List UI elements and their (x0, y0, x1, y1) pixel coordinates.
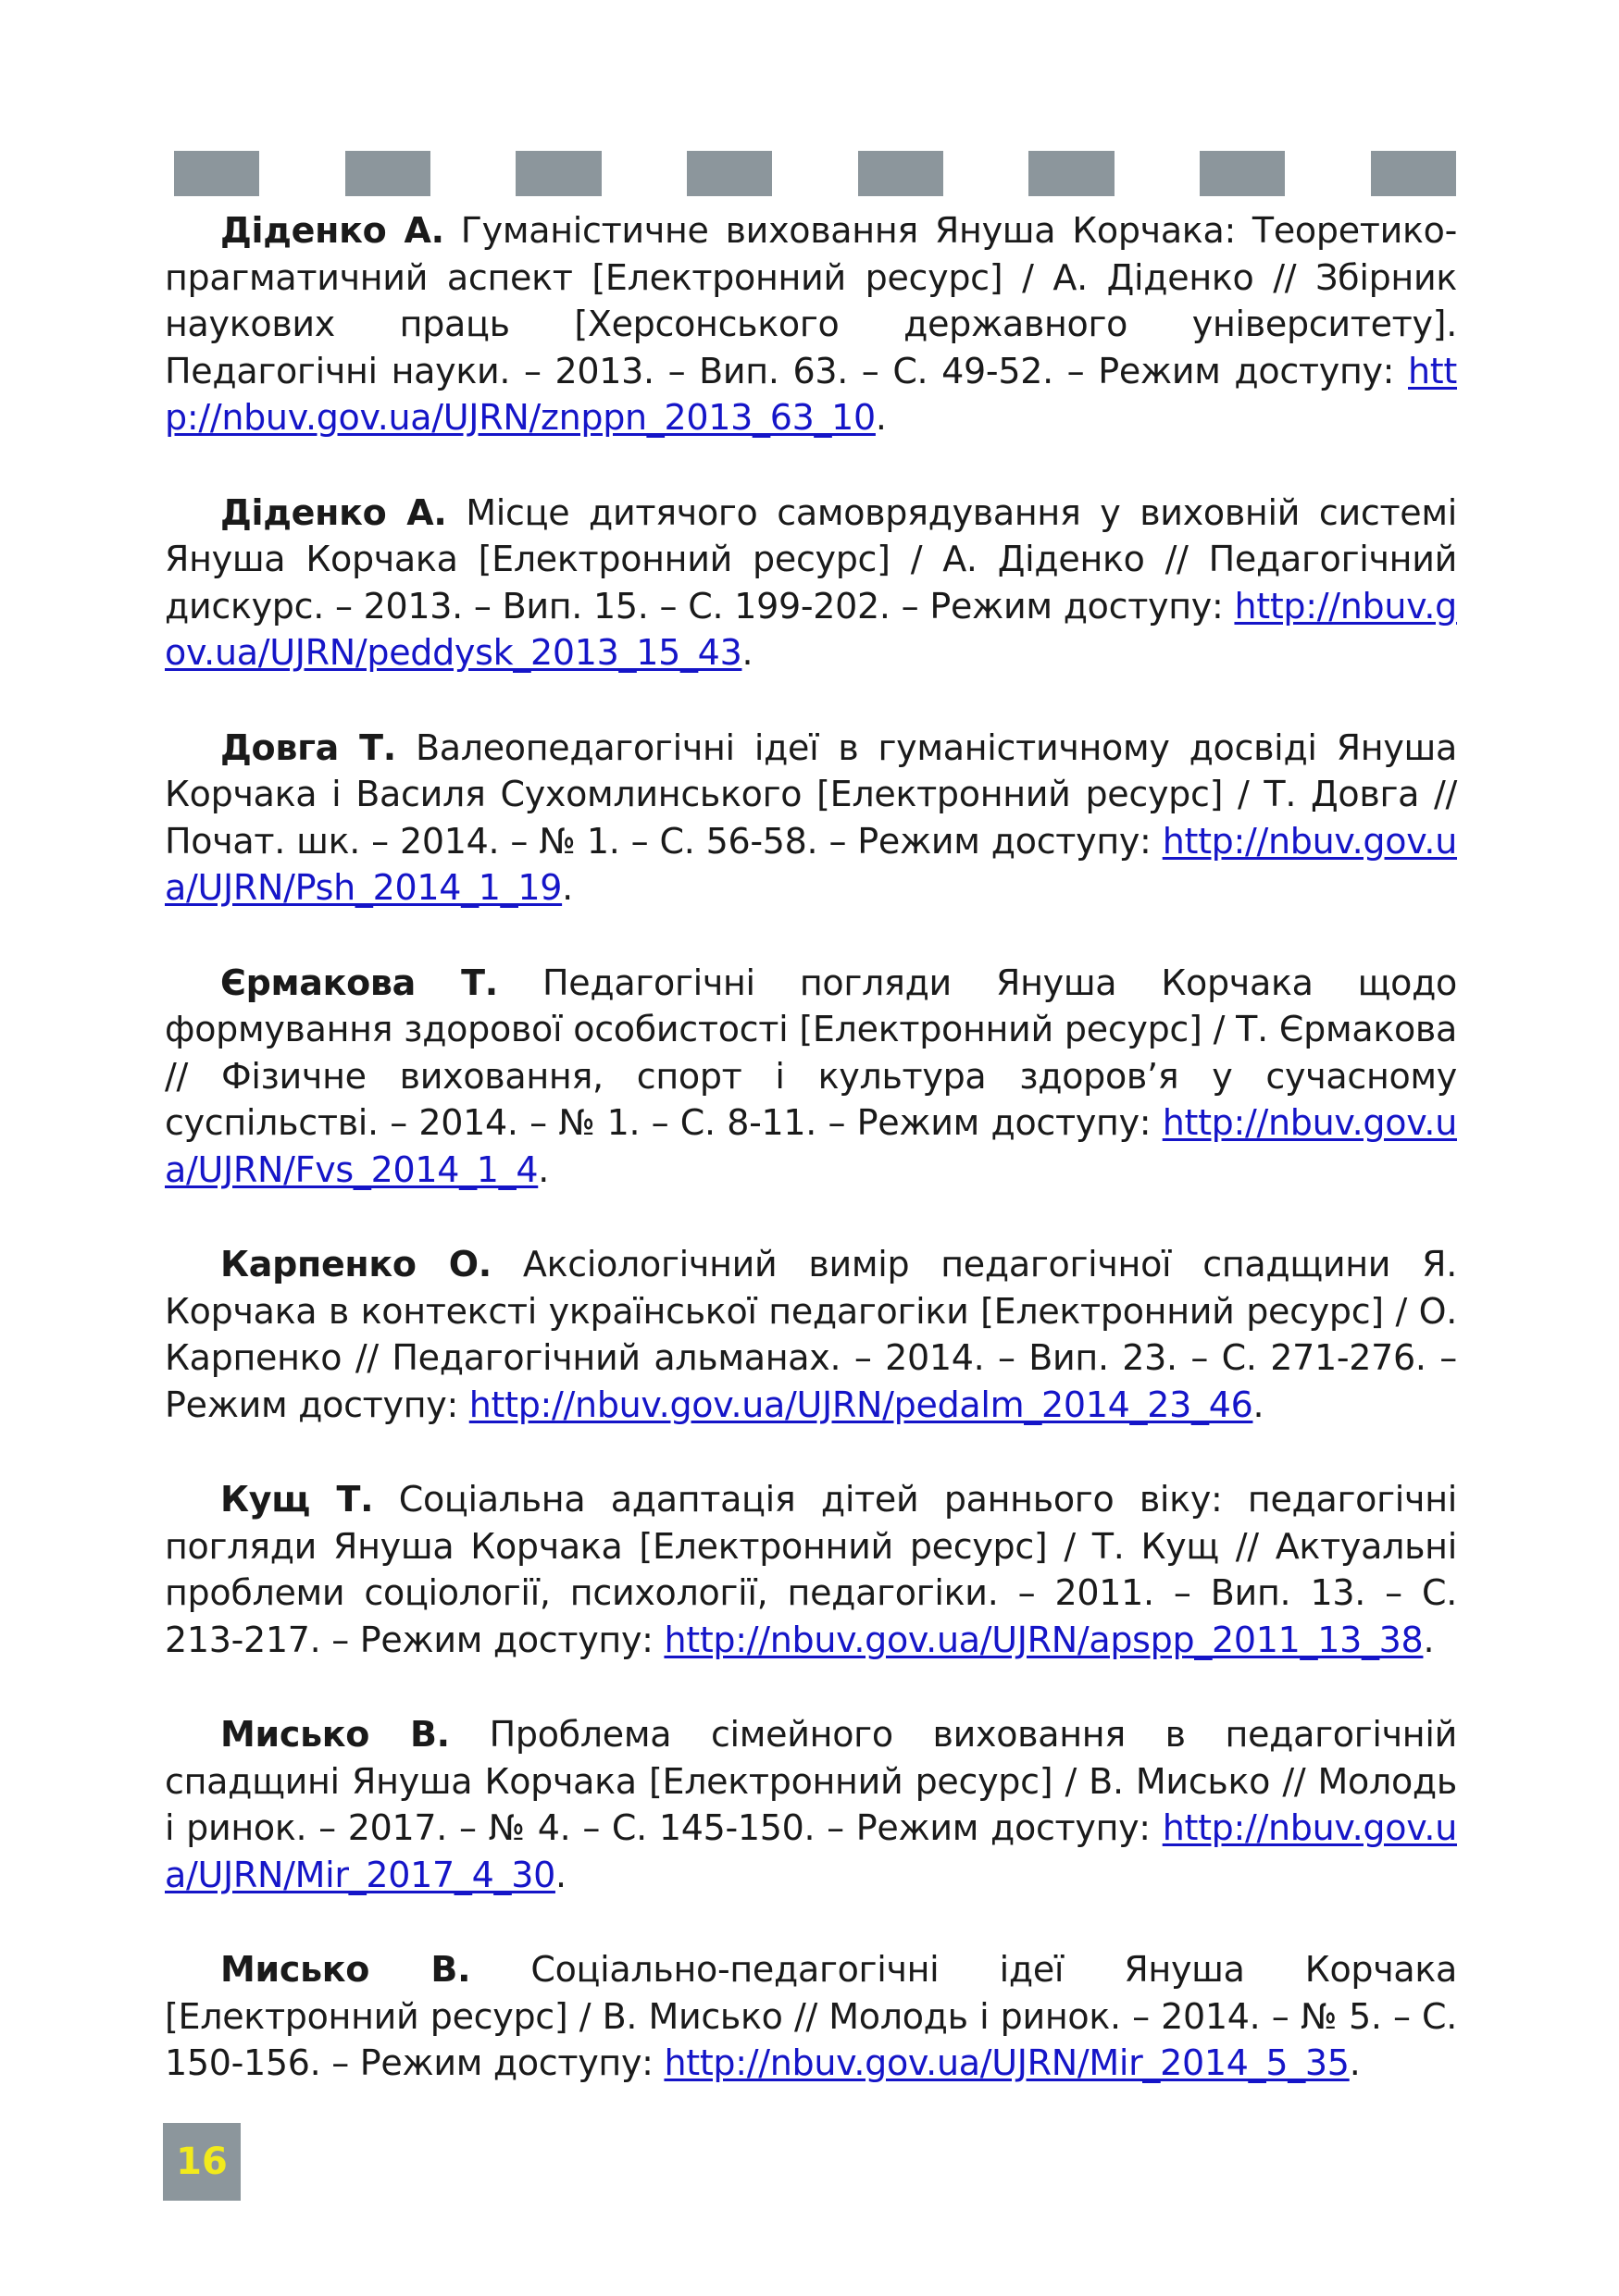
entry-text: Соціально-педагогічні ідеї Януша Корчака [Електронний ресурс] / В. Мисько // Молодь і ринок. – 2014. – № 5. – С. 150-156. – Режим доступу: (165, 1949, 1457, 2083)
header-band-segment (1285, 151, 1370, 196)
bibliography-entry (165, 1946, 1457, 2087)
entry-text: Педагогічні погляди Януша Корчака щодо формування здорової особистості [Електронний ресурс] / Т. Єрмакова // Фізичне виховання, спорт і культура здоров’я у сучасному суспільстві. – 2014. – № 1. – С. 8-11. – Режим доступу: (165, 962, 1457, 1143)
header-band-segment (174, 151, 259, 196)
entry-author: Єрмакова Т. (220, 962, 498, 1003)
entry-end: . (1423, 1619, 1435, 1660)
entry-link[interactable]: http://nbuv.gov.ua/UJRN/znppn_2013_63_10 (165, 350, 1457, 438)
header-band-segment (345, 151, 430, 196)
entry-end: . (741, 632, 753, 673)
entry-link[interactable]: http://nbuv.gov.ua/UJRN/apspp_2011_13_38 (664, 1619, 1424, 1660)
entry-link[interactable]: http://nbuv.gov.ua/UJRN/Mir_2017_4_30 (165, 1807, 1457, 1895)
header-band-segment (516, 151, 601, 196)
header-band-segment (858, 151, 943, 196)
bibliography-list (165, 207, 1457, 2135)
header-band (174, 151, 1456, 196)
entry-text: Проблема сімейного виховання в педагогічній спадщині Януша Корчака [Електронний ресурс] / В. Мисько // Молодь і ринок. – 2017. – № 4. – С. 145-150. – Режим доступу: (165, 1714, 1457, 1848)
entry-author: Мисько В. (220, 1714, 450, 1755)
entry-text: Валеопедагогічні ідеї в гуманістичному досвіді Януша Корчака і Василя Сухомлинського [Електронний ресурс] / Т. Довга // Почат. шк. – 2014. – № 1. – С. 56-58. – Режим доступу: (165, 726, 1457, 862)
entry-end: . (554, 1854, 567, 1895)
header-band-segment (1371, 151, 1456, 196)
entry-end: . (875, 397, 887, 438)
entry-link[interactable]: http://nbuv.gov.ua/UJRN/Mir_2014_5_35 (664, 2042, 1350, 2083)
entry-end: . (538, 1148, 550, 1190)
entry-link[interactable]: http://nbuv.gov.ua/UJRN/peddysk_2013_15_43 (165, 585, 1457, 673)
entry-author: Карпенко О. (220, 1244, 492, 1285)
bibliography-entry (165, 725, 1457, 912)
entry-end: . (1252, 1384, 1264, 1425)
entry-author: Мисько В. (220, 1949, 471, 1990)
entry-author: Кущ Т. (220, 1479, 374, 1520)
entry-text: Місце дитячого самоврядування у виховній системі Януша Корчака [Електронний ресурс] / А. Діденко // Педагогічний дискурс. – 2013. – Вип. 15. – С. 199-202. – Режим доступу: (165, 491, 1458, 627)
entry-link[interactable]: http://nbuv.gov.ua/UJRN/pedalm_2014_23_46 (468, 1384, 1253, 1425)
bibliography-entry (165, 490, 1457, 676)
bibliography-entry (165, 1476, 1457, 1663)
header-band-segment (430, 151, 516, 196)
entry-text: Соціальна адаптація дітей раннього віку: педагогічні погляди Януша Корчака [Електронний ресурс] / Т. Кущ // Актуальні проблеми соціології, психології, педагогіки. – 2011. – Вип. 13. – С. 213-217. – Режим доступу: (165, 1479, 1458, 1660)
entry-end: . (1349, 2042, 1361, 2083)
entry-author: Діденко А. (220, 210, 444, 251)
entry-author: Довга Т. (220, 726, 396, 768)
entry-text: Гуманістичне виховання Януша Корчака: Теоретико-прагматичний аспект [Електронний ресурс] / А. Діденко // Збірник наукових праць [Херсонського державного університету]. Педагогічні науки. – 2013. – Вип. 63. – С. 49-52. – Режим доступу: (165, 210, 1458, 391)
entry-link[interactable]: http://nbuv.gov.ua/UJRN/Psh_2014_1_19 (165, 820, 1457, 908)
page-number: 16 (163, 2123, 241, 2201)
header-band-segment (1028, 151, 1114, 196)
bibliography-entry (165, 1241, 1457, 1428)
header-band-segment (1115, 151, 1200, 196)
entry-author: Діденко А. (220, 491, 447, 533)
entry-link[interactable]: http://nbuv.gov.ua/UJRN/Fvs_2014_1_4 (165, 1102, 1457, 1190)
entry-end: . (562, 867, 573, 908)
bibliography-entry (165, 1711, 1457, 1898)
entry-text: Аксіологічний вимір педагогічної спадщини Я. Корчака в контексті української педагогіки [Електронний ресурс] / О. Карпенко // Педагогічний альманах. – 2014. – Вип. 23. – С. 271-276. – Режим доступу: (165, 1244, 1457, 1425)
header-band-segment (259, 151, 344, 196)
header-band-segment (1200, 151, 1285, 196)
header-band-segment (687, 151, 772, 196)
bibliography-entry (165, 207, 1457, 441)
bibliography-entry (165, 960, 1457, 1194)
header-band-segment (772, 151, 857, 196)
header-band-segment (943, 151, 1028, 196)
header-band-segment (602, 151, 687, 196)
